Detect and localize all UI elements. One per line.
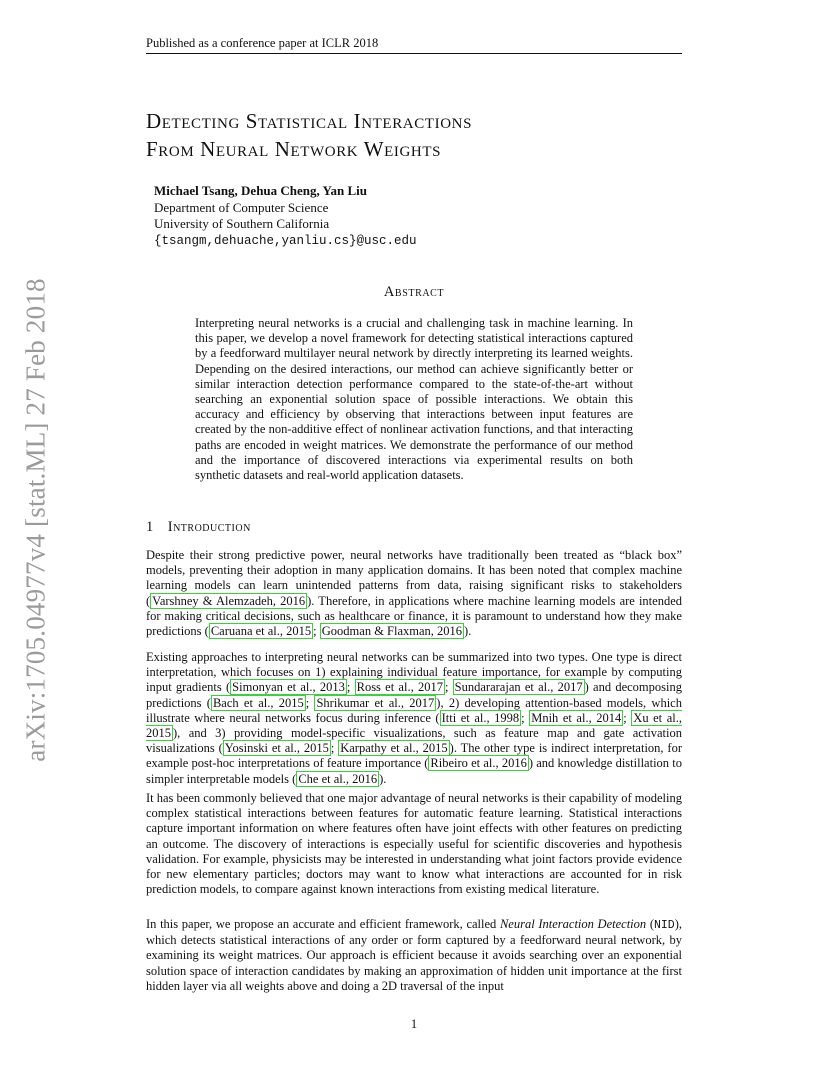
paragraph-text: ;	[305, 695, 315, 710]
citation-link[interactable]: Simonyan et al., 2013	[232, 680, 345, 695]
citation-link[interactable]: Goodman & Flaxman, 2016	[321, 624, 463, 639]
page-number: 1	[410, 1017, 418, 1031]
paragraph-text: ), 2) developing attention-based models, which illustrate where neural networks focus during inference (	[146, 695, 682, 725]
paragraph-text: ;	[313, 624, 320, 639]
author-department: Department of Computer Science	[154, 199, 329, 215]
paragraph-1	[146, 548, 682, 639]
title-line-1: Detecting Statistical Interactions	[146, 109, 473, 133]
paragraph-text: ). Therefore, in applications where machine learning models are intended for making critical decisions, such as healthcare or finance, it is paramount to understand how they make predictions (	[146, 593, 682, 639]
paragraph-text: In this paper, we propose an accurate and efficient framework, called	[146, 917, 500, 931]
paragraph-text: ;	[346, 680, 355, 695]
citation-link[interactable]: Ribeiro et al., 2016	[430, 756, 527, 771]
paragraph-text: ), and 3) providing model-specific visualizations, such as feature map and gate activation visualizations (	[146, 726, 682, 756]
citation-link[interactable]: Xu et al., 2015	[146, 710, 682, 741]
paragraph-text: ;	[521, 710, 530, 725]
paragraph-text: ;	[444, 680, 453, 695]
paragraph-text: ).	[464, 624, 472, 639]
section-heading	[146, 518, 251, 536]
citation-link[interactable]: Caruana et al., 2015	[210, 624, 312, 639]
paper-title	[146, 107, 682, 163]
paragraph-2	[146, 650, 682, 787]
method-name: Neural Interaction Detection	[499, 917, 647, 931]
paragraph-text: ) and decomposing predictions (	[146, 680, 682, 710]
citation-link[interactable]: Karpathy et al., 2015	[340, 741, 448, 756]
section-number: 1	[146, 519, 154, 535]
paragraph-text: Existing approaches to interpreting neural networks can be summarized into two types. One type is direct interpretation, which focuses on 1) explaining individual feature importance, for example by computing input gradients (	[146, 650, 682, 695]
author-names: Michael Tsang, Dehua Cheng, Yan Liu	[154, 183, 367, 198]
running-header: Published as a conference paper at ICLR 2018	[146, 36, 379, 50]
paragraph-text: Despite their strong predictive power, neural networks have traditionally been treated as “black box” models, preventing their adoption in many application domains. It has been noted that complex machine learning models can learn unintended patterns from data, raising significant risks to stakeholders (	[146, 548, 682, 608]
author-block	[154, 183, 417, 249]
paragraph-text: (	[646, 917, 654, 931]
paragraph-3: It has been commonly believed that one major advantage of neural networks is their capability of modeling complex statistical interactions between features for automatic feature learning. Statistical interactions capture important information on where features often have joint effects with other features on predicting an outcome. The discovery of interactions is especially useful for scientific discoveries and hypothesis validation. For example, physicists may be interested in understanding what joint factors provide evidence for new elementary particles; doctors may want to know what interactions are accounted for in risk prediction models, to compare against known interactions from existing medical literature.	[146, 791, 682, 897]
citation-link[interactable]: Sundararajan et al., 2017	[454, 680, 583, 695]
citation-link[interactable]: Varshney & Alemzadeh, 2016	[152, 593, 306, 608]
paragraph-text: ) and knowledge distillation to simpler interpretable models (	[146, 756, 682, 786]
paragraph-text: ). The other type is indirect interpretation, for example post-hoc interpretations of feature importance (	[146, 741, 682, 771]
citation-link[interactable]: Bach et al., 2015	[212, 695, 304, 710]
citation-link[interactable]: Che et al., 2016	[298, 771, 378, 786]
arxiv-stamp-text: arXiv:1705.04977v4 [stat.ML] 27 Feb 2018	[20, 278, 51, 762]
citation-link[interactable]: Itti et al., 1998	[441, 710, 520, 725]
paragraph-text: ;	[330, 741, 339, 756]
abstract-text: Interpreting neural networks is a crucial and challenging task in machine learning. In this paper, we develop a novel framework for detecting statistical interactions captured by a feedforward multilayer neural network by directly interpreting its learned weights. Depending on the desired interactions, our method can achieve significantly better or similar interaction detection performance compared to the state-of-the-art without searching an exponential solution space of possible interactions. We obtain this accuracy and efficiency by observing that interactions between input features are created by the non-additive effect of nonlinear activation functions, and that interacting paths are encoded in weight matrices. We demonstrate the performance of our method and the importance of discovered interactions via experimental results on both synthetic datasets and real-world application datasets.	[195, 316, 633, 483]
abstract-heading: Abstract	[383, 284, 445, 300]
paragraph-text: ).	[379, 771, 387, 786]
paragraph-4	[146, 917, 682, 994]
paragraph-text: ), which detects statistical interactions of any order or form captured by a feedforward neural network, by examining its weight matrices. Our approach is efficient because it avoids searching over an exponential solution space of interaction candidates by making an approximation of hidden unit importance at the first hidden layer via all weights above and doing a 2D traversal of the input	[146, 917, 682, 993]
citation-link[interactable]: Shrikumar et al., 2017	[316, 695, 435, 710]
paragraph-text: ;	[623, 710, 632, 725]
author-email: {tsangm,dehuache,yanliu.cs}@usc.edu	[154, 233, 417, 248]
section-title: Introduction	[167, 519, 251, 535]
author-university: University of Southern California	[154, 216, 330, 231]
method-acronym: NID	[653, 919, 675, 932]
title-line-2: From Neural Network Weights	[146, 137, 442, 161]
citation-link[interactable]: Yosinski et al., 2015	[224, 741, 329, 756]
header-rule	[146, 53, 682, 54]
citation-link[interactable]: Ross et al., 2017	[356, 680, 443, 695]
citation-link[interactable]: Mnih et al., 2014	[531, 710, 622, 725]
